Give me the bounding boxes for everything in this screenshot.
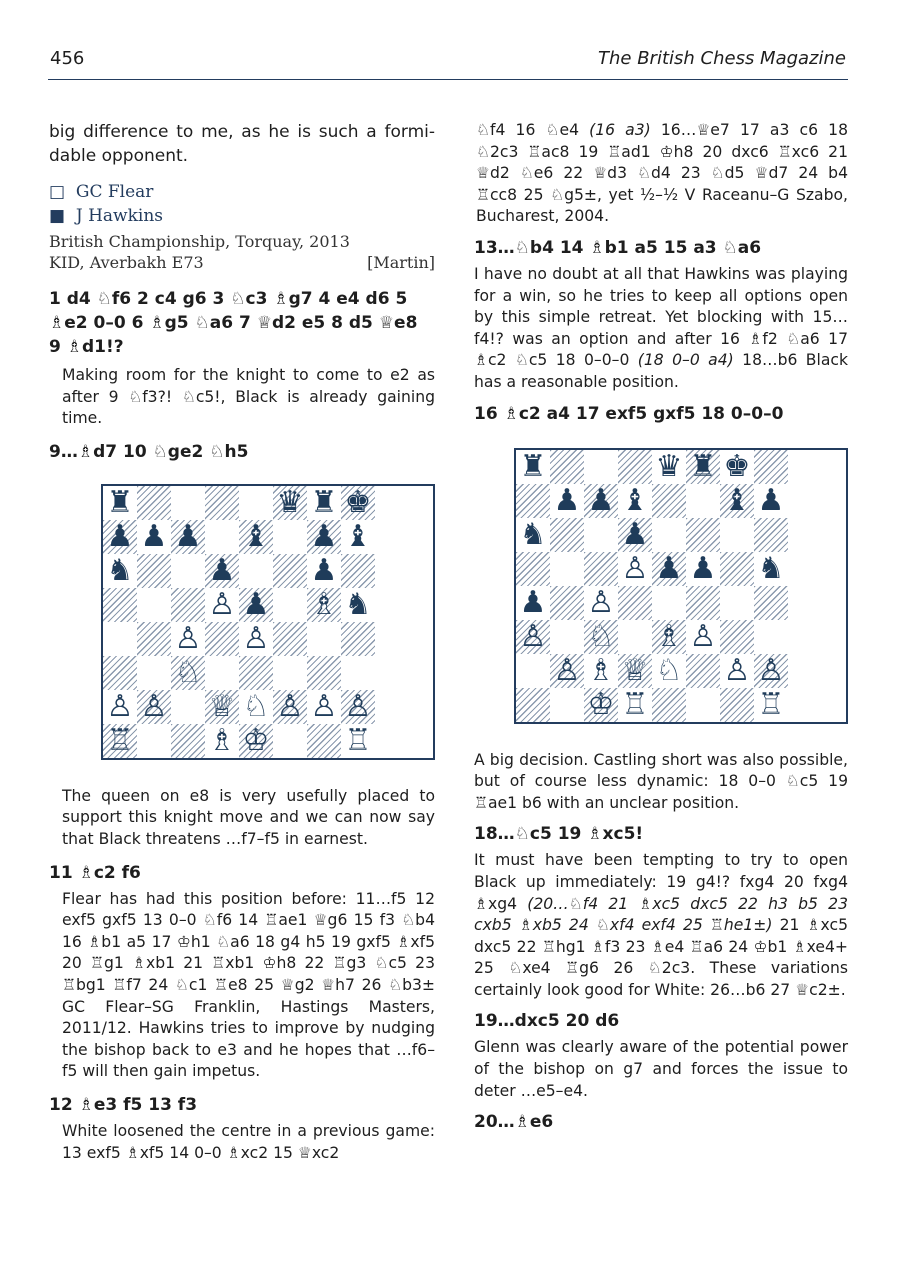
square-d3: [205, 656, 239, 690]
white-knight-icon: ♘: [174, 655, 202, 690]
header-rule: [48, 79, 848, 80]
square-c2: [584, 654, 618, 688]
white-knight-icon: ♘: [587, 619, 615, 654]
black-pawn-icon: ♟: [208, 553, 236, 588]
square-c1: [171, 724, 205, 758]
white-rook-icon: ♖: [621, 687, 649, 722]
black-pawn-icon: ♟: [242, 587, 270, 622]
square-h7: [341, 520, 375, 554]
square-a2: [103, 690, 137, 724]
square-d7: [618, 484, 652, 518]
black-king-icon: ♚: [344, 485, 372, 520]
square-a8: [516, 450, 550, 484]
square-d7: [205, 520, 239, 554]
black-pawn-icon: ♟: [519, 585, 547, 620]
square-b8: [137, 486, 171, 520]
square-b2: [137, 690, 171, 724]
black-pawn-icon: ♟: [553, 483, 581, 518]
black-bishop-icon: ♝: [723, 483, 751, 518]
square-d8: [205, 486, 239, 520]
square-f7: [686, 484, 720, 518]
black-queen-icon: ♛: [276, 485, 304, 520]
square-g1: [307, 724, 341, 758]
square-a1: [103, 724, 137, 758]
black-rook-icon: ♜: [310, 485, 338, 520]
square-b4: [550, 586, 584, 620]
square-g7: [307, 520, 341, 554]
square-c2: [171, 690, 205, 724]
black-pawn-icon: ♟: [757, 483, 785, 518]
square-g4: [720, 586, 754, 620]
chess-diagram-1: [101, 484, 435, 760]
white-pawn-icon: ♙: [344, 689, 372, 724]
square-a8: [103, 486, 137, 520]
square-f3: [686, 620, 720, 654]
square-c7: [584, 484, 618, 518]
square-a4: [516, 586, 550, 620]
square-f3: [273, 656, 307, 690]
white-pawn-icon: ♙: [310, 689, 338, 724]
white-player: □ GC Flear: [49, 182, 154, 202]
black-pawn-icon: ♟: [106, 519, 134, 554]
white-pawn-icon: ♙: [723, 653, 751, 688]
square-a7: [103, 520, 137, 554]
square-h2: [341, 690, 375, 724]
square-e2: [239, 690, 273, 724]
square-g6: [720, 518, 754, 552]
square-f8: [686, 450, 720, 484]
black-pawn-icon: ♟: [140, 519, 168, 554]
black-bishop-icon: ♝: [242, 519, 270, 554]
square-h3: [754, 620, 788, 654]
white-pawn-icon: ♙: [276, 689, 304, 724]
square-c3: [171, 656, 205, 690]
white-pawn-icon: ♙: [242, 621, 270, 656]
square-d5: [618, 552, 652, 586]
square-e6: [652, 518, 686, 552]
square-g5: [720, 552, 754, 586]
square-d6: [618, 518, 652, 552]
opening-line: KID, Averbakh E73 [Martin]: [49, 253, 435, 272]
square-h8: [341, 486, 375, 520]
square-d8: [618, 450, 652, 484]
square-c6: [171, 554, 205, 588]
white-pawn-icon: ♙: [689, 619, 717, 654]
square-h7: [754, 484, 788, 518]
square-f2: [686, 654, 720, 688]
square-e4: [239, 622, 273, 656]
square-h1: [754, 688, 788, 722]
moves-3: 11 ♗c2 f6: [49, 862, 141, 883]
square-f8: [273, 486, 307, 520]
square-g6: [307, 554, 341, 588]
note-2: The queen on e8 is very usefully placed to support this knight move and we can now say that Black threatens …f7–f5 in earnest.: [62, 786, 435, 848]
square-f5: [686, 552, 720, 586]
square-e6: [239, 554, 273, 588]
square-h8: [754, 450, 788, 484]
square-c3: [584, 620, 618, 654]
square-e5: [652, 552, 686, 586]
square-b8: [550, 450, 584, 484]
square-a3: [516, 620, 550, 654]
square-h3: [341, 656, 375, 690]
square-f1: [273, 724, 307, 758]
white-pawn-icon: ♙: [106, 689, 134, 724]
square-g3: [307, 656, 341, 690]
square-g5: [307, 588, 341, 622]
square-a3: [103, 656, 137, 690]
square-h6: [754, 518, 788, 552]
white-rook-icon: ♖: [106, 723, 134, 758]
square-c8: [171, 486, 205, 520]
square-e8: [652, 450, 686, 484]
square-b7: [137, 520, 171, 554]
square-f4: [686, 586, 720, 620]
square-e5: [239, 588, 273, 622]
black-knight-icon: ♞: [757, 551, 785, 586]
square-g7: [720, 484, 754, 518]
square-f2: [273, 690, 307, 724]
black-knight-icon: ♞: [106, 553, 134, 588]
square-c5: [584, 552, 618, 586]
note-5: I have no doubt at all that Hawkins was playing for a win, so he tries to keep all options open by this simple retreat. Yet blocking with 15…f4!? was an option and after 16 ♗f2 ♘a6 17 ♗c2 ♘c5 18 0–0–0 (18 0–0 a4) 18…b6 Black has a reasonable position.: [474, 264, 848, 391]
white-pawn-icon: ♙: [757, 653, 785, 688]
white-pawn-icon: ♙: [519, 619, 547, 654]
square-b5: [137, 588, 171, 622]
running-title: The British Chess Magazine: [598, 48, 846, 69]
white-knight-icon: ♘: [655, 653, 683, 688]
square-e2: [652, 654, 686, 688]
square-b6: [137, 554, 171, 588]
white-rook-icon: ♖: [757, 687, 785, 722]
square-a1: [516, 688, 550, 722]
square-b5: [550, 552, 584, 586]
black-rook-icon: ♜: [106, 485, 134, 520]
note-4: White loosened the centre in a previous game: 13 exf5 ♗xf5 14 0–0 ♗xc2 15 ♕xc2: [62, 1121, 435, 1162]
black-pawn-icon: ♟: [174, 519, 202, 554]
black-pawn-icon: ♟: [310, 553, 338, 588]
black-bishop-icon: ♝: [621, 483, 649, 518]
square-a6: [516, 518, 550, 552]
note-7: It must have been tempting to try to open Black up immediately: 19 g4!? fxg4 20 fxg4 ♗xg4 (20…♘f4 21 ♗xc5 dxc5 22 h3 b5 23 cxb5 ♗xb5 24 ♘xf4 exf4 25 ♖he1±) 21 ♗xc5 dxc5 22 ♖hg1 ♗f3 23 ♗e4 ♖a6 24 ♔b1 ♗xe4+ 25 ♘xe4 ♖g6 26 ♘2c3. These variations certainly look good for White: 26…b6 27 ♕c2±.: [474, 851, 848, 999]
square-b4: [137, 622, 171, 656]
black-pawn-icon: ♟: [655, 551, 683, 586]
annotator: [Martin]: [367, 253, 435, 272]
square-d6: [205, 554, 239, 588]
chess-diagram-2: [514, 448, 848, 724]
white-bishop-icon: ♗: [208, 723, 236, 758]
square-f6: [273, 554, 307, 588]
square-b3: [137, 656, 171, 690]
square-c5: [171, 588, 205, 622]
moves-1: 1 d4 ♘f6 2 c4 g6 3 ♘c3 ♗g7 4 e4 d6 5 ♗e2 0–0 6 ♗g5 ♘a6 7 ♕d2 e5 8 d5 ♕e8 9 ♗d1!?: [49, 289, 418, 357]
square-c1: [584, 688, 618, 722]
square-c8: [584, 450, 618, 484]
intro-text: big difference to me, as he is such a formi-dable opponent.: [49, 122, 435, 166]
square-h6: [341, 554, 375, 588]
square-b2: [550, 654, 584, 688]
white-king-icon: ♔: [242, 723, 270, 758]
note-6: A big decision. Castling short was also possible, but of course less dynamic: 18 0–0 ♘c5 19 ♖ae1 b6 with an unclear position.: [474, 750, 848, 812]
moves-8: 19…dxc5 20 d6: [474, 1011, 620, 1032]
black-marker: ■: [49, 206, 66, 226]
left-column: [49, 120, 435, 1164]
square-d1: [205, 724, 239, 758]
moves-4: 12 ♗e3 f5 13 f3: [49, 1094, 198, 1115]
square-c6: [584, 518, 618, 552]
square-f4: [273, 622, 307, 656]
white-knight-icon: ♘: [242, 689, 270, 724]
moves-9: 20…♗e6: [474, 1112, 554, 1133]
square-d3: [618, 620, 652, 654]
square-h2: [754, 654, 788, 688]
square-a5: [103, 588, 137, 622]
white-bishop-icon: ♗: [587, 653, 615, 688]
square-e7: [652, 484, 686, 518]
square-e4: [652, 586, 686, 620]
square-a7: [516, 484, 550, 518]
square-e1: [239, 724, 273, 758]
black-pawn-icon: ♟: [310, 519, 338, 554]
black-bishop-icon: ♝: [344, 519, 372, 554]
square-a2: [516, 654, 550, 688]
white-pawn-icon: ♙: [140, 689, 168, 724]
black-queen-icon: ♛: [655, 449, 683, 484]
black-rook-icon: ♜: [519, 449, 547, 484]
square-b3: [550, 620, 584, 654]
note-1: Making room for the knight to come to e2 as after 9 ♘f3?! ♘c5!, Black is already gaining time.: [62, 366, 435, 428]
white-pawn-icon: ♙: [208, 587, 236, 622]
square-a5: [516, 552, 550, 586]
black-pawn-icon: ♟: [587, 483, 615, 518]
white-queen-icon: ♕: [208, 689, 236, 724]
square-b7: [550, 484, 584, 518]
black-knight-icon: ♞: [519, 517, 547, 552]
square-e7: [239, 520, 273, 554]
black-king-icon: ♚: [723, 449, 751, 484]
white-pawn-icon: ♙: [587, 585, 615, 620]
square-e3: [239, 656, 273, 690]
square-b1: [137, 724, 171, 758]
square-f6: [686, 518, 720, 552]
white-bishop-icon: ♗: [310, 587, 338, 622]
black-rook-icon: ♜: [689, 449, 717, 484]
white-king-icon: ♔: [587, 687, 615, 722]
right-column: [474, 120, 848, 1134]
square-g8: [720, 450, 754, 484]
square-d2: [205, 690, 239, 724]
white-marker: □: [49, 182, 66, 202]
square-h1: [341, 724, 375, 758]
square-g3: [720, 620, 754, 654]
square-a4: [103, 622, 137, 656]
square-c4: [171, 622, 205, 656]
page-number: 456: [50, 48, 85, 69]
square-g1: [720, 688, 754, 722]
square-g8: [307, 486, 341, 520]
square-c4: [584, 586, 618, 620]
square-f5: [273, 588, 307, 622]
moves-5: 13…♘b4 14 ♗b1 a5 15 a3 ♘a6: [474, 237, 762, 258]
square-d1: [618, 688, 652, 722]
square-f7: [273, 520, 307, 554]
note-8: Glenn was clearly aware of the potential power of the bishop on g7 and forces the issue to deter …e5–e4.: [474, 1038, 848, 1100]
white-pawn-icon: ♙: [621, 551, 649, 586]
square-g2: [307, 690, 341, 724]
square-e3: [652, 620, 686, 654]
square-d4: [205, 622, 239, 656]
square-h5: [754, 552, 788, 586]
square-d2: [618, 654, 652, 688]
square-b1: [550, 688, 584, 722]
square-d4: [618, 586, 652, 620]
square-f1: [686, 688, 720, 722]
square-h4: [341, 622, 375, 656]
black-player: ■ J Hawkins: [49, 206, 164, 226]
square-b6: [550, 518, 584, 552]
square-e1: [652, 688, 686, 722]
square-a6: [103, 554, 137, 588]
square-e8: [239, 486, 273, 520]
white-bishop-icon: ♗: [655, 619, 683, 654]
square-h5: [341, 588, 375, 622]
black-pawn-icon: ♟: [621, 517, 649, 552]
note-3: Flear has had this position before: 11…f5 12 exf5 gxf5 13 0–0 ♘f6 14 ♖ae1 ♕g6 15 f3 ♘b4 16 ♗b1 a5 17 ♔h1 ♘a6 18 g4 h5 19 gxf5 ♗xf5 20 ♖g1 ♗xb1 21 ♖xb1 ♔h8 22 ♖g3 ♘c5 23 ♖bg1 ♖f7 24 ♘c1 ♖e8 25 ♕g2 ♕h7 26 ♘b3± GC Flear–SG Franklin, Hastings Masters, 2011/12. Hawkins tries to improve by nudging the bishop back to e3 and he hopes that …f6–f5 will then gain impetus.: [62, 889, 435, 1081]
white-pawn-icon: ♙: [553, 653, 581, 688]
black-knight-icon: ♞: [344, 587, 372, 622]
square-c7: [171, 520, 205, 554]
square-h4: [754, 586, 788, 620]
event-line: British Championship, Torquay, 2013: [49, 232, 350, 251]
square-d5: [205, 588, 239, 622]
moves-6: 16 ♗c2 a4 17 exf5 gxf5 18 0–0–0: [474, 403, 784, 424]
white-queen-icon: ♕: [621, 653, 649, 688]
black-pawn-icon: ♟: [689, 551, 717, 586]
moves-2: 9…♗d7 10 ♘ge2 ♘h5: [49, 441, 249, 462]
white-pawn-icon: ♙: [174, 621, 202, 656]
square-g4: [307, 622, 341, 656]
moves-7: 18…♘c5 19 ♗xc5!: [474, 824, 644, 845]
continuation: ♘f4 16 ♘e4 (16 a3) 16…♕e7 17 a3 c6 18 ♘2c3 ♖ac8 19 ♖ad1 ♔h8 20 dxc6 ♖xc6 21 ♕d2 ♘e6 22 ♕d3 ♘d4 23 ♘d5 ♕d7 24 b4 ♖cc8 25 ♘g5±, yet ½–½ V Raceanu–G Szabo, Bucharest, 2004.: [476, 121, 848, 226]
white-rook-icon: ♖: [344, 723, 372, 758]
square-g2: [720, 654, 754, 688]
